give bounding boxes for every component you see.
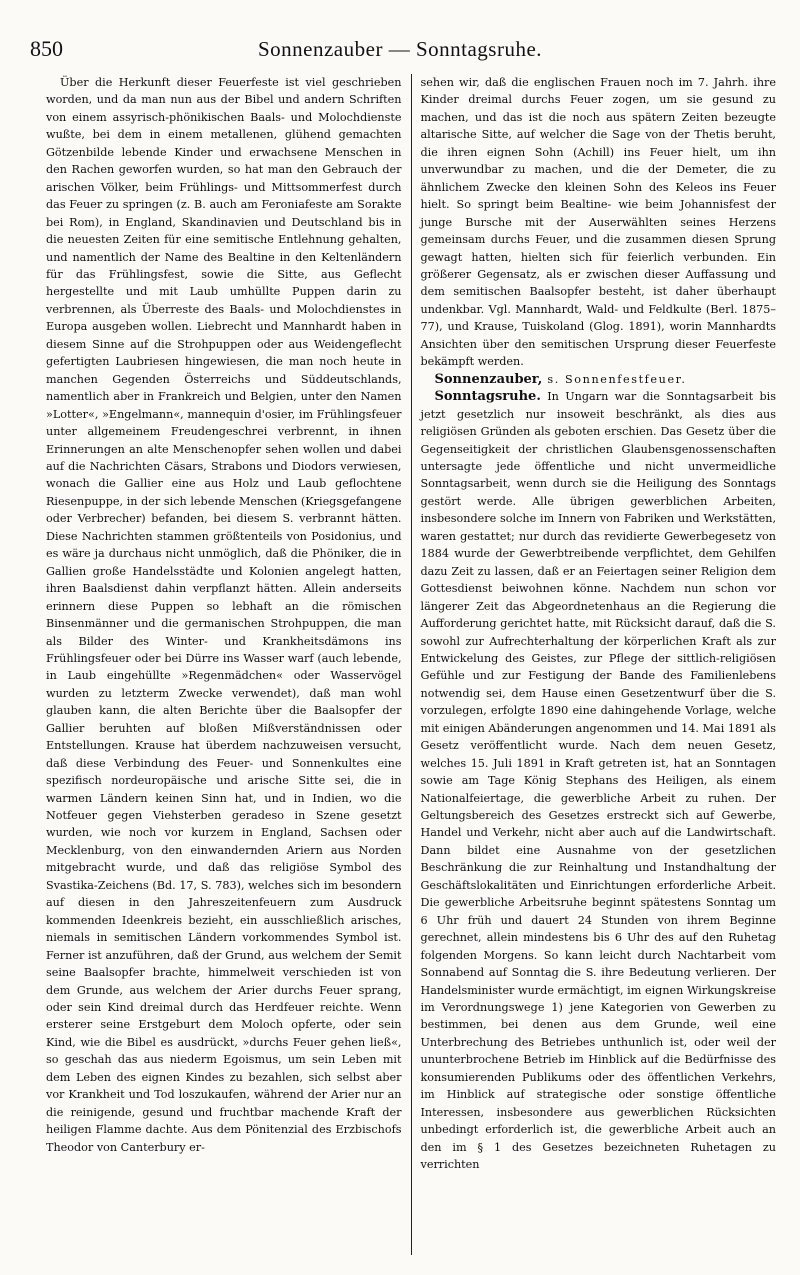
page-number: 850 [30,36,63,61]
paragraph-herkunft-feuerfeste: Über die Herkunft dieser Feuerfeste ist viel geschrieben worden, und da man nun aus der Bibel und andern Schriften von einem assyrisch-phönikischen Baals- und Molochdienste wußte, bei dem in einem metallenen, glühend gemachten Götzenbilde lebende Kinder und erwachsene Menschen in den Rachen geworfen wurden, so hat man den Gebrauch der arischen Völker, beim Frühlings- und Mittsommerfest durch das Feuer zu springen (z. B. auch am Feroniafeste am Sorakte bei Rom), in England, Skandinavien und Deutschland bis in die neuesten Zeiten für eine semitische Entlehnung gehalten, und namentlich der Name des Bealtine in den Keltenländern für das Frühlingsfest, sowie die Sitte, aus Geflecht hergestellte und mit Laub umhüllte Puppen darin zu verbrennen, als Überreste des Baals- und Molochdienstes in Europa ausgeben wollen. Liebrecht und Mannhardt haben in diesem Sinne auf die Strohpuppen oder aus Weidengeflecht gefertigten Laubriesen hingewiesen, die man noch heute in manchen Gegenden Österreichs und Süddeutschlands, namentlich aber in Frankreich und Belgien, unter den Namen »Lotter«, »Engelmann«, mannequin d'osier, im Frühlingsfeuer unter allgemeinem Freudengeschrei verbrennt, in ihnen Erinnerungen an alte Menschenopfer sehen wollen und dabei auf die Nachrichten Cäsars, Strabons und Diodors verwiesen, wonach die Gallier eine aus Holz und Laub geflochtene Riesenpuppe, in der sich lebende Menschen (Kriegsgefangene oder Verbrecher) befanden, bei diesem S. verbrannt hätten. Diese Nachrichten stammen größtenteils von Posidonius, und es wäre ja durchaus nicht unmöglich, daß die Phöniker, die in Gallien große Handelsstädte und Kolonien angelegt hatten, ihren Baalsdienst dahin verpflanzt hätten. Allein anderseits erinnern diese Puppen so lebhaft an die römischen Binsenmänner und die germanischen Strohpuppen, die man als Bilder des Winter- und Krankheitsdämons ins Frühlingsfeuer oder bei Dürre ins Wasser warf (auch lebende, in Laub eingehüllte »Regenmädchen« oder Wasservögel wurden zu letzterm Zwecke verwendet), daß man wohl glauben kann, die alten Berichte über die Baalsopfer der Gallier beruhten auf bloßen Mißverständnissen oder Entstellungen. Krause hat überdem nachzuweisen versucht, daß diese Verbindung des Feuer- und Sonnenkultes eine spezifisch nordeuropäische und arische Sitte sei, die in warmen Ländern keinen Sinn hat, und in Indien, wo die Notfeuer gegen Viehsterben geradeso in Szene gesetzt wurden, wie noch vor kurzem in England, Sachsen oder Mecklenburg, von den einwandernden Ariern aus Norden mitgebracht wurde, und daß das religiöse Symbol des Svastika-Zeichens (Bd. 17, S. 783), welches sich im besondern auf diesen in den Jahreszeitenfeuern zum Ausdruck kommenden Ideenkreis bezieht, ein ausschließlich arisches, niemals in semitischen Ländern vorkommendes Symbol ist. Ferner ist anzuführen, daß der Grund, aus welchem der Semit seine Baalsopfer brachte, himmelweit verschieden ist von dem Grunde, aus welchem der Arier durchs Feuer sprang, oder sein Kind dreimal durch das Herdfeuer reichte. Wenn ersterer seine Erstgeburt dem Moloch opferte, oder sein Kind, wie die Bibel es ausdrückt, »durchs Feuer gehen ließ«, so geschah das aus niederm Egoismus, um sein Leben mit dem Leben des eignen Kindes zu bezahlen, sich selbst aber vor Krankheit und Tod loszukaufen, während der Arier nur an die reinigende, gesund und fruchtbar machende Kraft der heiligen Flamme dachte. Aus dem Pönitenzial des Erzbischofs Theodor von Canterbury er- [46,76,402,1154]
entry-body: In Ungarn war die Sonntagsarbeit bis jetzt gesetzlich nur insoweit beschränkt, als dies aus religiösen Gründen als geboten erschien. Das Gesetz über die Gegenseitigkeit der christlichen Glaubensgenossenschaften untersagte jede öffentliche und nicht unvermeidliche Sonntagsarbeit, wenn durch sie die Heiligung des Sonntags gestört werde. Alle übrigen gewerblichen Arbeiten, insbesondere solche im Innern von Fabriken und Werkstätten, waren gestattet; nur durch das revidierte Gewerbegesetz von 1884 wurde der Gewerbtreibende verpflichtet, dem Gehilfen dazu Zeit zu lassen, daß er an Feiertagen seiner Religion dem Gottesdienst beiwohnen könne. Nachdem nun schon vor längerer Zeit das Abgeordnetenhaus an die Regierung die Aufforderung gerichtet hatte, mit Rücksicht darauf, daß die S. sowohl zur Aufrechterhaltung der körperlichen Kraft als zur Entwickelung des Geistes, zur Pflege der sittlich-religiösen Gefühle und zur Festigung der Bande des Familienlebens notwendig sei, dem Hause einen Gesetzentwurf über die S. vorzulegen, erfolgte 1890 eine dahingehende Vorlage, welche mit einigen Abänderungen angenommen und 14. Mai 1891 als Gesetz veröffentlicht wurde. Nach dem neuen Gesetz, welches 15. Juli 1891 in Kraft getreten ist, hat an Sonntagen sowie am Tage König Stephans des Heiligen, als einem Nationalfeiertage, die gewerbliche Arbeit zu ruhen. Der Geltungsbereich des Gesetzes erstreckt sich auf Gewerbe, Handel und Verkehr, nicht aber auch auf die Landwirtschaft. Dann bildet eine Ausnahme von der gesetzlichen Beschränkung die zur Reinhaltung und Instandhaltung der Geschäftslokalitäten und Einrichtungen erforderliche Arbeit. Die gewerbliche Arbeitsruhe beginnt spätestens Sonntag um 6 Uhr früh und dauert 24 Stunden von ihrem Beginne gerechnet, allein mindestens bis 6 Uhr des auf den Ruhetag folgenden Morgens. So kann leicht durch Nachtarbeit vom Sonnabend auf Sonntag die S. ihre Bedeutung verlieren. Der Handelsminister wurde ermächtigt, im eignen Wirkungskreise im Verordnungswege 1) jene Kategorien von Gewerben zu bestimmen, bei denen aus dem Grunde, weil eine Unterbrechung des Betriebes unthunlich ist, oder weil der ununterbrochene Betrieb im Hinblick auf die Bedürfnisse des konsumierenden Publikums oder des öffentlichen Verkehrs, im Hinblick auf strategische oder sonstige öffentliche Interessen, insbesondere aus gewerblichen Rücksichten unbedingt erforderlich ist, die gewerbliche Arbeit auch an den im § 1 des Gesetzes bezeichneten Ruhetagen zu verrichten [420,390,776,1172]
entry-sonntagsruhe [421,388,777,1173]
entry-headword: Sonntagsruhe. [434,389,541,405]
right-column [411,74,777,1255]
entry-body: s. Sonnenfestfeuer. [542,372,687,386]
running-title: Sonnenzauber — Sonntagsruhe. [257,37,543,61]
entry-sonnenzauber [421,371,777,388]
text-columns [46,74,776,1255]
paragraph-continuation: sehen wir, daß die englischen Frauen noch im 7. Jahrh. ihre Kinder dreimal durchs Feuer zogen, um sie gesund zu machen, und das ist die noch aus spätern Zeiten bezeugte altarische Sitte, auf welcher die Sage von der Thetis beruht, die ihren eignen Sohn (Achill) ins Feuer hielt, um ihn unverwundbar zu machen, und die der Demeter, die zu ähnlichem Zwecke den kleinen Sohn des Keleos ins Feuer hielt. So springt beim Bealtine- wie beim Johannisfest der junge Bursche mit der Auserwählten seines Herzens gemeinsam durchs Feuer, und die zusammen diesen Sprung gewagt hatten, hielten sich für feierlich verbunden. Ein größerer Gegensatz, als er zwischen dieser Auffassung und dem semitischen Baalsopfer besteht, ist daher überhaupt undenkbar. Vgl. Mannhardt, Wald- und Feldkulte (Berl. 1875–77), und Krause, Tuiskoland (Glog. 1891), worin Mannhardts Ansichten über den semitischen Ursprung dieser Feuerfeste bekämpft werden. [420,76,776,369]
left-column [46,74,411,1255]
entry-headword: Sonnenzauber, [434,371,543,387]
page-header [30,34,770,64]
